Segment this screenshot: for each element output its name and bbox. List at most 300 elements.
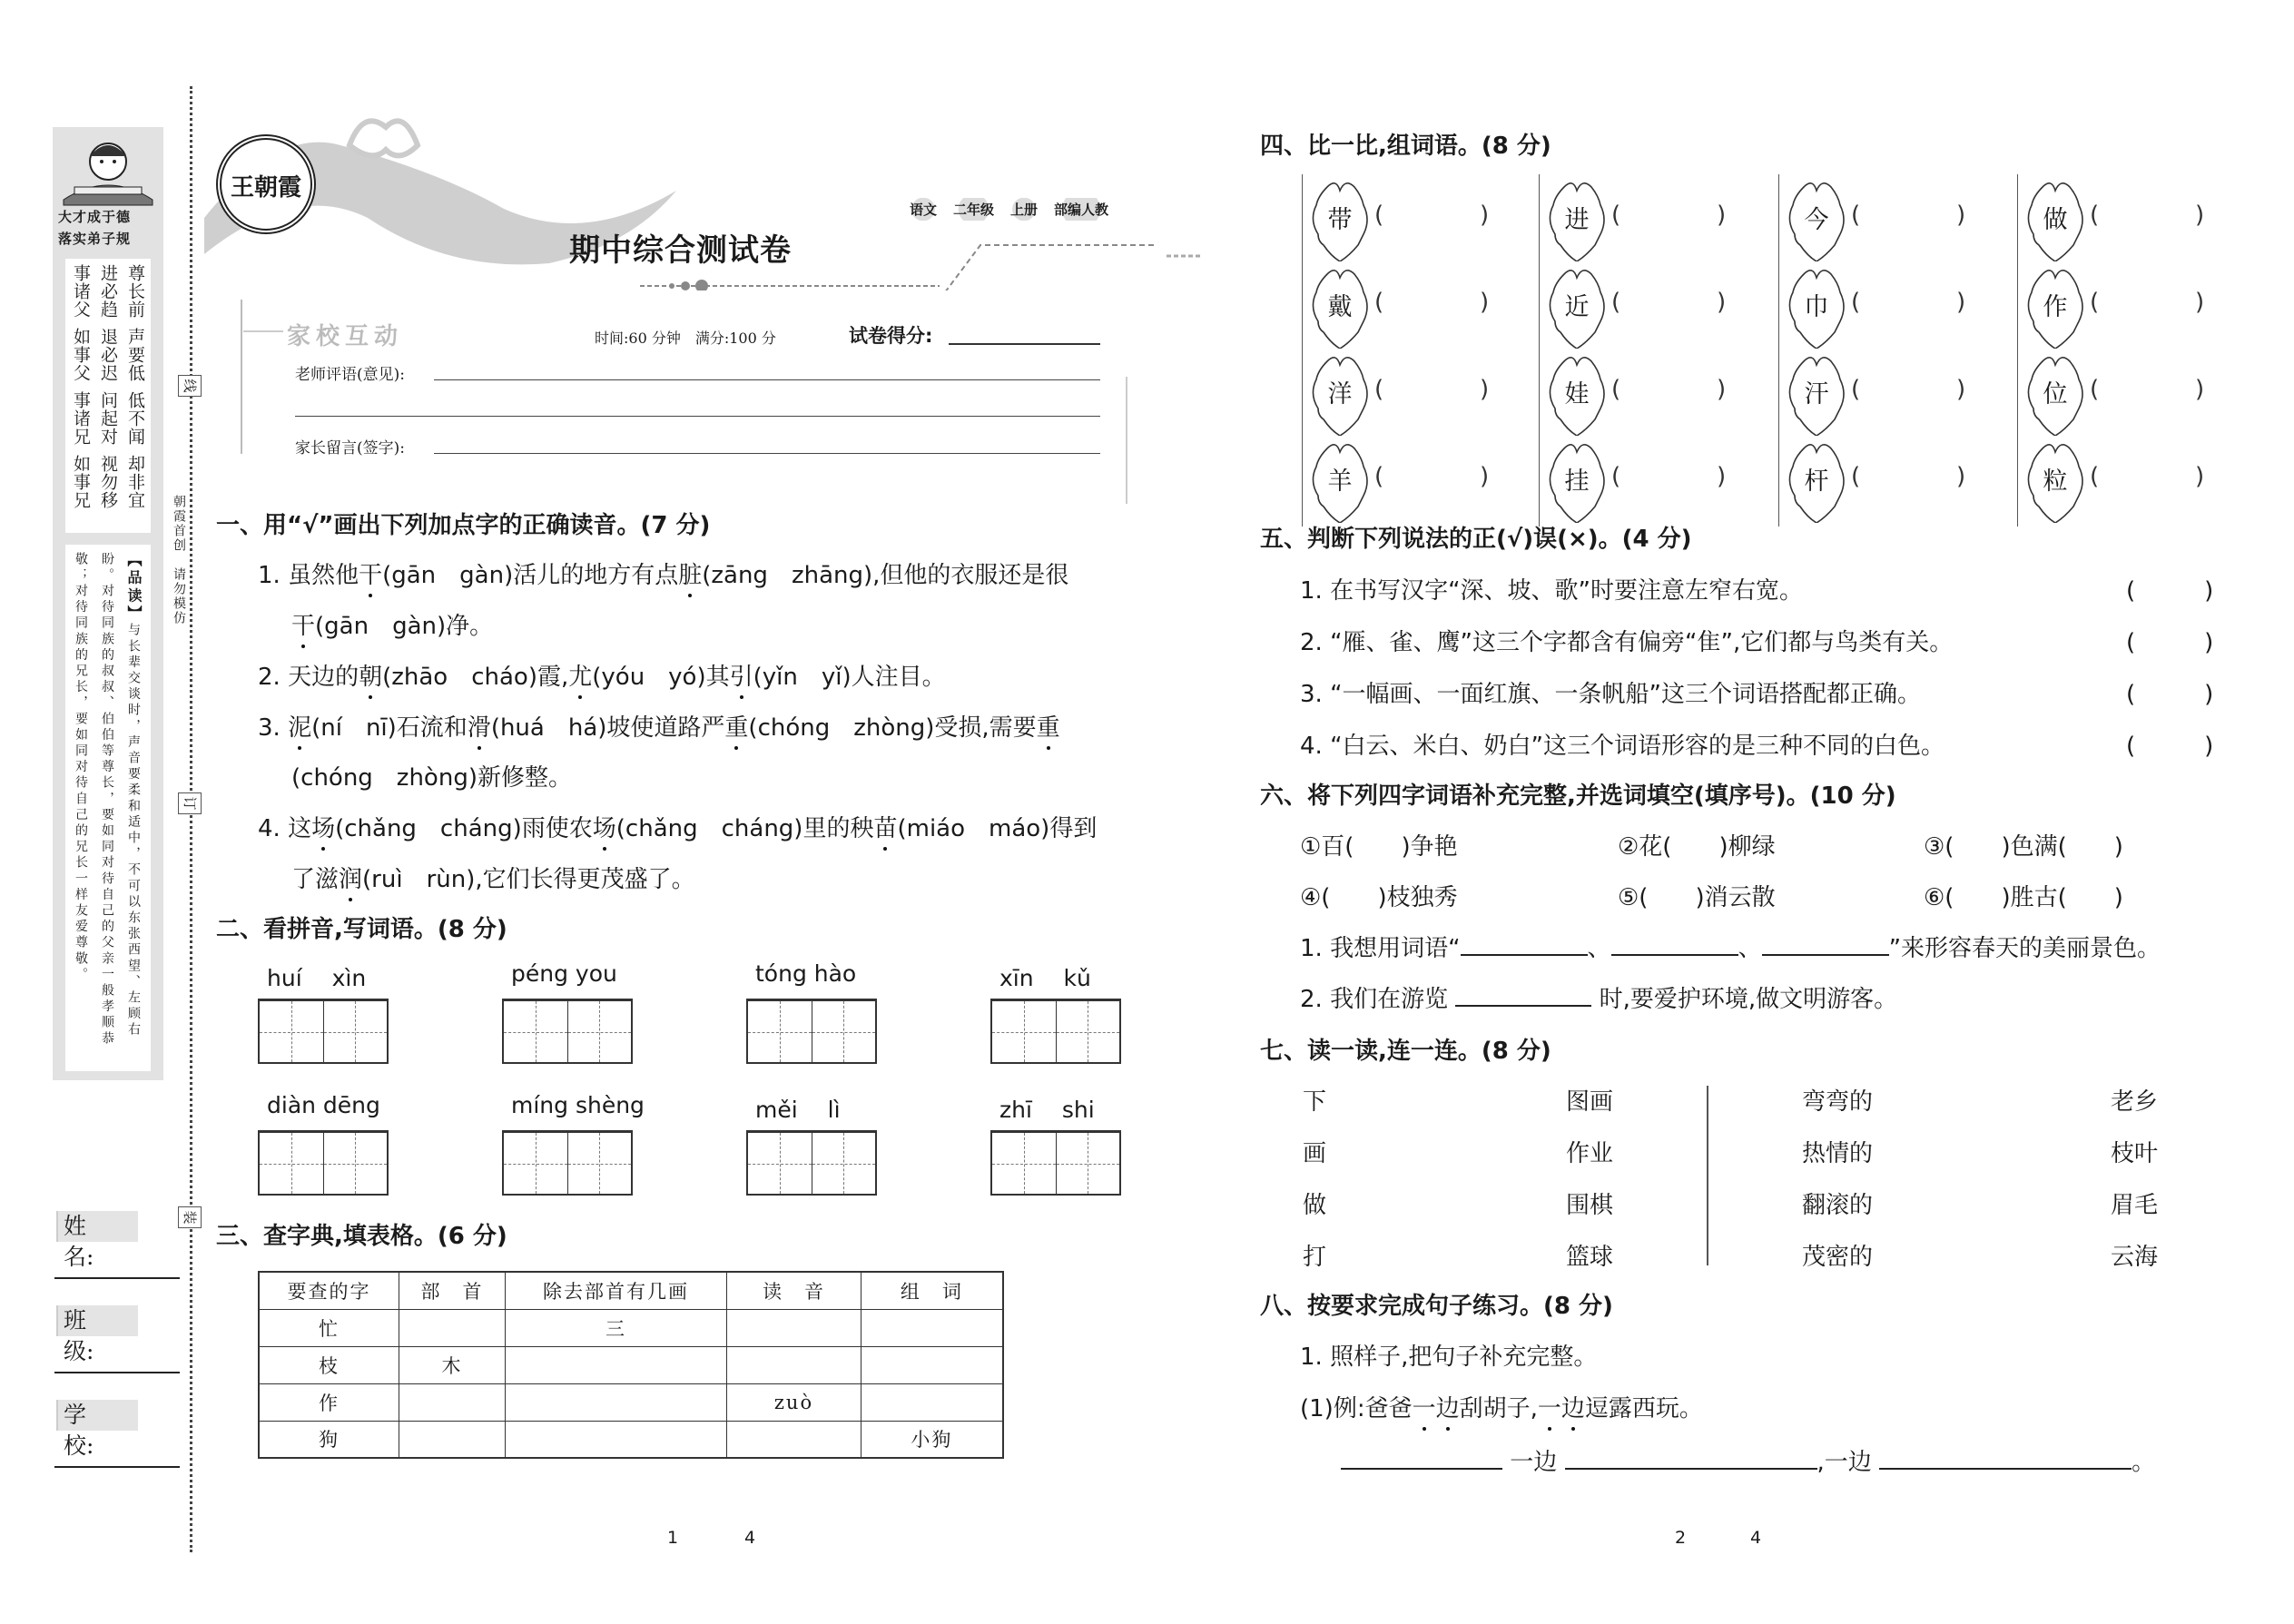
grid-cell[interactable]	[992, 1133, 1057, 1194]
compare-char: 羊	[1327, 468, 1353, 496]
dotted-char: 边	[1436, 1390, 1460, 1423]
divider	[1302, 349, 1303, 439]
table-cell[interactable]	[727, 1309, 861, 1346]
grid-cell[interactable]	[504, 1133, 568, 1194]
answer-paren-open[interactable]: (	[1374, 202, 1384, 229]
pinyin-label: péng you	[511, 960, 617, 987]
table-cell[interactable]	[399, 1309, 506, 1346]
divider	[2017, 174, 2018, 265]
table-cell[interactable]	[399, 1383, 506, 1421]
answer-paren-open[interactable]: (	[1611, 202, 1621, 229]
subject-tag: 二年级	[951, 198, 996, 221]
section1-line	[291, 759, 572, 792]
answer-paren-close[interactable]: )	[2195, 463, 2205, 490]
writing-grid[interactable]	[746, 999, 877, 1064]
answer-paren-close[interactable]: )	[1956, 376, 1966, 403]
cartoon-boy-icon	[56, 134, 160, 207]
compare-item	[1309, 352, 1545, 436]
answer-paren-close[interactable]: )	[1956, 463, 1966, 490]
grid-cell[interactable]	[568, 1133, 632, 1194]
compare-char: 娃	[1564, 380, 1590, 408]
divider	[1302, 174, 1303, 265]
answer-blank-2[interactable]	[1565, 1448, 1817, 1470]
answer-paren-open[interactable]: (	[1611, 289, 1621, 316]
poem-phrase: 声要低	[125, 328, 145, 382]
compare-item	[1786, 178, 2022, 261]
table-row	[259, 1309, 1003, 1346]
writing-grid[interactable]	[258, 999, 389, 1064]
text-segment: (chóng zhòng)新修整。	[291, 764, 572, 792]
dizigui-poem	[65, 259, 151, 533]
grid-cell[interactable]	[1057, 1133, 1120, 1194]
pinyin-label: tóng hào	[755, 960, 857, 987]
grid-cell[interactable]	[260, 1133, 324, 1194]
compare-char: 做	[2043, 206, 2068, 234]
q2-suffix: 时,要爱护环境,做文明游客。	[1599, 986, 1898, 1013]
match-word[interactable]: 做	[1303, 1192, 1327, 1219]
dotted-char: 脏	[678, 556, 702, 590]
match-word[interactable]: 打	[1303, 1244, 1327, 1271]
answer-blank-1[interactable]	[1341, 1448, 1502, 1470]
answer-paren-close[interactable]: )	[2195, 289, 2205, 316]
q1-sep: 、	[1587, 935, 1611, 962]
answer-paren-open[interactable]: (	[1851, 463, 1861, 490]
pinyin-label: zhī shi	[999, 1097, 1095, 1123]
poem-column	[98, 264, 118, 527]
compare-item	[1309, 178, 1545, 261]
poem-phrase: 如事兄	[71, 455, 91, 509]
parent-comment-field[interactable]	[434, 453, 1100, 454]
grid-cell[interactable]	[568, 1001, 632, 1062]
match-word[interactable]: 画	[1303, 1140, 1327, 1167]
answer-paren-open[interactable]: (	[1851, 376, 1861, 403]
q1-blank-1[interactable]	[1461, 934, 1588, 956]
section1-line	[291, 607, 493, 641]
section8-example	[1300, 1390, 1703, 1423]
compare-item	[1786, 352, 2022, 436]
poem-column	[125, 264, 145, 527]
section3-heading: 三、查字典,填表格。(6 分)	[216, 1223, 507, 1250]
dotted-char: 边	[1561, 1390, 1585, 1423]
text-segment: (zāng zhāng),但他的衣服还是很	[702, 562, 1069, 589]
match-word[interactable]: 翻滚的	[1802, 1192, 1874, 1219]
text-segment: 了滋	[291, 866, 340, 893]
score-label: 试卷得分:	[849, 325, 933, 347]
divider	[2017, 261, 2018, 352]
text-segment: (gān gàn)活儿的地方有点	[382, 562, 679, 589]
answer-paren-close[interactable]: )	[2195, 202, 2205, 229]
section1-heading: 一、用“√”画出下列加点字的正确读音。(7 分)	[216, 512, 711, 539]
text-segment: (yóu yó)其	[592, 664, 730, 691]
compare-item	[2024, 178, 2260, 261]
compare-item	[1546, 265, 1782, 349]
compare-char: 粒	[2043, 468, 2068, 496]
answer-paren-open[interactable]: (	[1851, 202, 1861, 229]
poem-phrase: 问起对	[98, 391, 118, 446]
divider	[1778, 349, 1779, 439]
section8-answer-line	[1341, 1443, 2155, 1477]
text-segment: 1. 虽然他	[258, 562, 359, 589]
poem-phrase: 视勿移	[98, 455, 118, 509]
column-header: 除去部首有几画	[505, 1272, 726, 1309]
compare-char: 汗	[1804, 380, 1829, 408]
word-yibian-2: ,一边	[1816, 1449, 1872, 1476]
compare-item	[2024, 352, 2260, 436]
box-left-border	[241, 300, 242, 454]
score-field[interactable]	[949, 343, 1100, 345]
text-segment: 刮胡子,	[1459, 1395, 1538, 1422]
dotted-char: 苗	[873, 810, 897, 843]
compare-item	[2024, 265, 2260, 349]
grid-cell[interactable]	[748, 1001, 812, 1062]
answer-paren-open[interactable]: (	[1374, 463, 1384, 490]
divider	[1539, 261, 1540, 352]
section6-heading: 六、将下列四字词语补充完整,并选词填空(填序号)。(10 分)	[1260, 782, 1896, 810]
grid-cell[interactable]	[324, 1133, 388, 1194]
grid-cell[interactable]	[992, 1001, 1057, 1062]
time-info: 时间:60 分钟 满分:100 分	[595, 330, 776, 347]
writing-grid[interactable]	[746, 1130, 877, 1196]
grid-cell[interactable]	[504, 1001, 568, 1062]
compare-item	[1546, 178, 1782, 261]
subject-tags	[908, 198, 1110, 221]
page-total-right: 4	[1750, 1528, 1762, 1548]
match-word[interactable]: 枝叶	[2111, 1140, 2159, 1167]
match-word[interactable]: 图画	[1566, 1088, 1614, 1116]
compare-char: 位	[2043, 380, 2068, 408]
writing-grid[interactable]	[502, 1130, 633, 1196]
answer-paren-close[interactable]: )	[1480, 376, 1490, 403]
writing-grid[interactable]	[990, 999, 1121, 1064]
table-cell[interactable]	[727, 1346, 861, 1383]
q1-prefix: 1. 我想用词语“	[1300, 935, 1461, 962]
binding-mark-zhuang: 装	[178, 1206, 202, 1228]
section5-heading: 五、判断下列说法的正(√)误(×)。(4 分)	[1260, 526, 1692, 553]
parent-comment-label: 家长留言(签字):	[295, 439, 405, 458]
table-cell: 小狗	[861, 1421, 1003, 1458]
binding-line	[190, 86, 192, 1552]
idiom-item[interactable]: ③( )色满( )	[1924, 833, 2123, 861]
table-row	[259, 1383, 1003, 1421]
dotted-char: 一	[1413, 1390, 1436, 1423]
poem-column	[71, 264, 91, 527]
dotted-char: 朝	[359, 658, 382, 692]
text-segment: 2. 天边的	[258, 664, 359, 691]
divider	[1539, 436, 1540, 527]
text-segment: 逗露西玩。	[1584, 1395, 1703, 1422]
table-cell: 枝	[259, 1346, 399, 1383]
dotted-char: 重	[724, 709, 748, 743]
box-right-border	[1126, 377, 1127, 504]
column-header: 组 词	[861, 1272, 1003, 1309]
family-school-label: 家校互动	[283, 318, 407, 351]
teacher-comment-label: 老师评语(意见):	[295, 366, 405, 384]
motto-line2: 落实弟子规	[58, 231, 132, 247]
table-cell[interactable]	[505, 1346, 726, 1383]
table-cell: zuò	[727, 1383, 861, 1421]
judgement-item: 3. “一幅画、一面红旗、一条帆船”这三个词语搭配都正确。	[1300, 681, 1922, 708]
poem-phrase: 如事父	[71, 328, 91, 382]
name-label: 姓 名:	[56, 1211, 138, 1242]
idiom-item[interactable]: ⑥( )胜古( )	[1924, 884, 2123, 911]
q1-suffix: ”来形容春天的美丽景色。	[1888, 935, 2161, 962]
writing-grid[interactable]	[258, 1130, 389, 1196]
page-number-left: 1	[667, 1528, 679, 1548]
answer-paren-open[interactable]: (	[1611, 376, 1621, 403]
match-word[interactable]: 眉毛	[2111, 1192, 2159, 1219]
match-word[interactable]: 热情的	[1802, 1140, 1874, 1167]
table-cell: 忙	[259, 1309, 399, 1346]
match-word[interactable]: 篮球	[1566, 1244, 1614, 1271]
table-row	[259, 1421, 1003, 1458]
writing-grid[interactable]	[990, 1130, 1121, 1196]
table-cell[interactable]	[861, 1309, 1003, 1346]
text-segment: (ní nī)石流和	[311, 714, 468, 742]
dotted-char: 泥	[288, 709, 311, 743]
pinyin-label: xīn kǔ	[999, 965, 1091, 991]
answer-paren-close[interactable]: )	[1480, 463, 1490, 490]
divider	[2017, 436, 2018, 527]
motto-line1: 大才成于德	[58, 209, 132, 225]
compare-item	[1546, 352, 1782, 436]
grid-cell[interactable]	[812, 1133, 876, 1194]
compare-item	[1786, 439, 2022, 523]
match-word[interactable]: 围棋	[1566, 1192, 1614, 1219]
compare-char: 今	[1804, 206, 1829, 234]
compare-item	[1309, 265, 1545, 349]
match-word[interactable]: 云海	[2111, 1244, 2159, 1271]
section1-line	[258, 810, 1097, 843]
section1-line	[258, 709, 1060, 743]
answer-paren-open[interactable]: (	[2090, 289, 2100, 316]
table-cell[interactable]	[505, 1421, 726, 1458]
table-cell: 狗	[259, 1421, 399, 1458]
dotted-char: 干	[359, 556, 382, 590]
compare-item	[1309, 439, 1545, 523]
compare-char: 近	[1564, 293, 1590, 321]
idiom-item[interactable]: ①百( )争艳	[1300, 833, 1458, 861]
dotted-char: 场	[593, 810, 616, 843]
answer-paren-close[interactable]: )	[1480, 289, 1490, 316]
binding-mark-xian: 线	[178, 375, 202, 397]
column-header: 要查的字	[259, 1272, 399, 1309]
poem-phrase: 进必趋	[98, 264, 118, 319]
divider	[1778, 261, 1779, 352]
idiom-item[interactable]: ⑤( )消云散	[1618, 884, 1776, 911]
compare-item	[1546, 439, 1782, 523]
dotted-char: 一	[1538, 1390, 1561, 1423]
q1-blank-3[interactable]	[1762, 934, 1889, 956]
page-total-left: 4	[744, 1528, 756, 1548]
section1-line	[291, 861, 695, 894]
section8-q1: 1. 照样子,把句子补充完整。	[1300, 1343, 1598, 1371]
answer-paren-open[interactable]: (	[2090, 376, 2100, 403]
pinyin-label: huí xìn	[267, 965, 367, 991]
table-cell[interactable]	[505, 1383, 726, 1421]
copyright-note: 朝霞首创 请勿模仿	[172, 495, 186, 625]
compare-char: 进	[1564, 206, 1590, 234]
idiom-item[interactable]: ④( )枝独秀	[1300, 884, 1458, 911]
name-field[interactable]	[54, 1277, 180, 1279]
class-field[interactable]	[54, 1372, 180, 1373]
poem-phrase: 事诸父	[71, 264, 91, 319]
compare-item	[2024, 439, 2260, 523]
school-label: 学 校:	[56, 1400, 138, 1431]
pinyin-label: diàn dēng	[267, 1092, 380, 1118]
pinyin-label: míng shèng	[511, 1092, 645, 1118]
answer-paren-close[interactable]: )	[1956, 202, 1966, 229]
match-word[interactable]: 茂密的	[1802, 1244, 1874, 1271]
table-cell: 木	[399, 1346, 506, 1383]
text-segment: (yǐn yǐ)人注目。	[753, 664, 946, 691]
section8-heading: 八、按要求完成句子练习。(8 分)	[1260, 1293, 1613, 1320]
divider	[1302, 261, 1303, 352]
subject-tag: 部编人教	[1052, 198, 1110, 221]
grid-cell[interactable]	[1057, 1001, 1120, 1062]
column-header: 读 音	[727, 1272, 861, 1309]
dotted-char: 尤	[568, 658, 592, 692]
dotted-char: 润	[339, 861, 362, 894]
pinyin-label: měi lì	[755, 1097, 841, 1123]
dotted-char: 干	[291, 607, 315, 641]
column-header: 部 首	[399, 1272, 506, 1309]
section1-line	[258, 658, 946, 692]
text-segment: (zhāo cháo)霞,	[382, 664, 569, 691]
answer-paren-open[interactable]: (	[1374, 289, 1384, 316]
divider	[2017, 349, 2018, 439]
match-word[interactable]: 弯弯的	[1802, 1088, 1874, 1116]
table-header-row	[259, 1272, 1003, 1309]
compare-char: 挂	[1564, 468, 1590, 496]
writing-grid[interactable]	[502, 999, 633, 1064]
binding-mark-ding: 订	[178, 792, 202, 814]
answer-paren-open[interactable]: (	[1374, 376, 1384, 403]
text-segment: 4. 这	[258, 815, 312, 842]
word-yibian-1: 一边	[1510, 1449, 1558, 1476]
compare-char: 洋	[1327, 380, 1353, 408]
table-cell[interactable]	[399, 1421, 506, 1458]
text-segment: 3.	[258, 714, 289, 742]
section4-heading: 四、比一比,组词语。(8 分)	[1260, 133, 1551, 160]
answer-paren-close[interactable]: )	[1717, 202, 1727, 229]
text-segment: (chóng zhòng)受损,需要	[748, 714, 1037, 742]
answer-paren-open[interactable]: (	[1611, 463, 1621, 490]
table-cell[interactable]	[861, 1383, 1003, 1421]
table-row	[259, 1346, 1003, 1383]
answer-paren-close[interactable]: )	[1480, 202, 1490, 229]
text-segment: (ruì rùn),它们长得更茂盛了。	[362, 866, 695, 893]
divider	[1778, 436, 1779, 527]
answer-paren-open[interactable]: (	[2090, 202, 2100, 229]
compare-char: 戴	[1327, 293, 1353, 321]
matching-divider	[1707, 1086, 1708, 1265]
q2-prefix: 2. 我们在游览	[1300, 986, 1449, 1013]
logo-text: 王朝霞	[230, 174, 301, 202]
match-word[interactable]: 老乡	[2111, 1088, 2159, 1116]
reading-tag: 【品读】	[125, 552, 143, 624]
page-title: 期中综合测试卷	[569, 232, 792, 269]
poem-phrase: 退必迟	[98, 328, 118, 382]
idiom-item[interactable]: ②花( )柳绿	[1618, 833, 1776, 861]
answer-paren-close[interactable]: )	[1717, 289, 1727, 316]
page-number-right: 2	[1675, 1528, 1687, 1548]
divider	[1302, 436, 1303, 527]
reading-text: 与长辈交谈时，声音要柔和适中，不可以东张西望、左顾右盼。对待同族的叔叔、伯伯等尊长，要如同对待自己的父亲一般孝顺恭敬；对待同族的兄长，要如同对待自己的兄长一样友爱尊敬。	[74, 552, 141, 1048]
compare-char: 巾	[1804, 293, 1829, 321]
dotted-char: 引	[730, 658, 753, 692]
judgement-answer-paren[interactable]: ( )	[2126, 577, 2221, 605]
grid-cell[interactable]	[260, 1001, 324, 1062]
judgement-answer-paren[interactable]: ( )	[2126, 681, 2221, 708]
reading-note	[65, 545, 151, 1071]
poem-phrase: 事诸兄	[71, 391, 91, 446]
period: 。	[2132, 1449, 2156, 1476]
table-cell: 作	[259, 1383, 399, 1421]
match-word[interactable]: 作业	[1566, 1140, 1614, 1167]
text-segment: (chǎng cháng)里的秧	[615, 815, 874, 842]
subject-tag: 语文	[908, 198, 939, 221]
answer-paren-open[interactable]: (	[1851, 289, 1861, 316]
compare-char: 杆	[1804, 468, 1829, 496]
poem-phrase: 低不闻	[125, 391, 145, 446]
table-cell[interactable]	[861, 1346, 1003, 1383]
judgement-answer-paren[interactable]: ( )	[2126, 733, 2221, 760]
q1-sep: 、	[1738, 935, 1762, 962]
divider	[1539, 349, 1540, 439]
answer-blank-3[interactable]	[1879, 1448, 2132, 1470]
answer-paren-close[interactable]: )	[2195, 376, 2205, 403]
compare-char: 作	[2043, 293, 2068, 321]
section7-heading: 七、读一读,连一连。(8 分)	[1260, 1038, 1551, 1065]
answer-paren-open[interactable]: (	[2090, 463, 2100, 490]
table-cell: 三	[505, 1309, 726, 1346]
answer-paren-close[interactable]: )	[1717, 376, 1727, 403]
answer-paren-close[interactable]: )	[1717, 463, 1727, 490]
teacher-comment-field[interactable]	[434, 379, 1100, 380]
table-cell[interactable]	[727, 1421, 861, 1458]
compare-char: 带	[1327, 206, 1353, 234]
subject-tag: 上册	[1009, 198, 1039, 221]
poem-phrase: 却非宜	[125, 455, 145, 509]
judgement-item: 4. “白云、米白、奶白”这三个词语形容的是三种不同的白色。	[1300, 733, 1945, 760]
q2-blank[interactable]	[1455, 985, 1591, 1007]
q1-blank-2[interactable]	[1611, 934, 1738, 956]
dotted-char: 滑	[468, 709, 491, 743]
teacher-comment-field-line2[interactable]	[295, 416, 1100, 417]
text-segment: (chǎng cháng)雨使农	[335, 815, 593, 842]
text-segment: (1)例:爸爸	[1300, 1395, 1413, 1422]
grid-cell[interactable]	[812, 1001, 876, 1062]
answer-paren-close[interactable]: )	[1956, 289, 1966, 316]
divider	[1539, 174, 1540, 265]
judgement-item: 2. “雁、雀、鹰”这三个字都含有偏旁“隹”,它们都与鸟类有关。	[1300, 629, 1954, 656]
dotted-char: 场	[311, 810, 335, 843]
section2-heading: 二、看拼音,写词语。(8 分)	[216, 916, 507, 943]
compare-item	[1786, 265, 2022, 349]
school-field[interactable]	[54, 1466, 180, 1468]
dotted-char: 重	[1037, 709, 1060, 743]
judgement-item: 1. 在书写汉字“深、坡、歌”时要注意左窄右宽。	[1300, 577, 1804, 605]
class-label: 班 级:	[56, 1305, 138, 1336]
grid-cell[interactable]	[324, 1001, 388, 1062]
poem-phrase: 尊长前	[125, 264, 145, 319]
judgement-answer-paren[interactable]: ( )	[2126, 629, 2221, 656]
match-word[interactable]: 下	[1303, 1088, 1327, 1116]
grid-cell[interactable]	[748, 1133, 812, 1194]
section1-line	[258, 556, 1068, 590]
section6-q1	[1300, 930, 2161, 963]
section6-q2	[1300, 980, 1897, 1014]
